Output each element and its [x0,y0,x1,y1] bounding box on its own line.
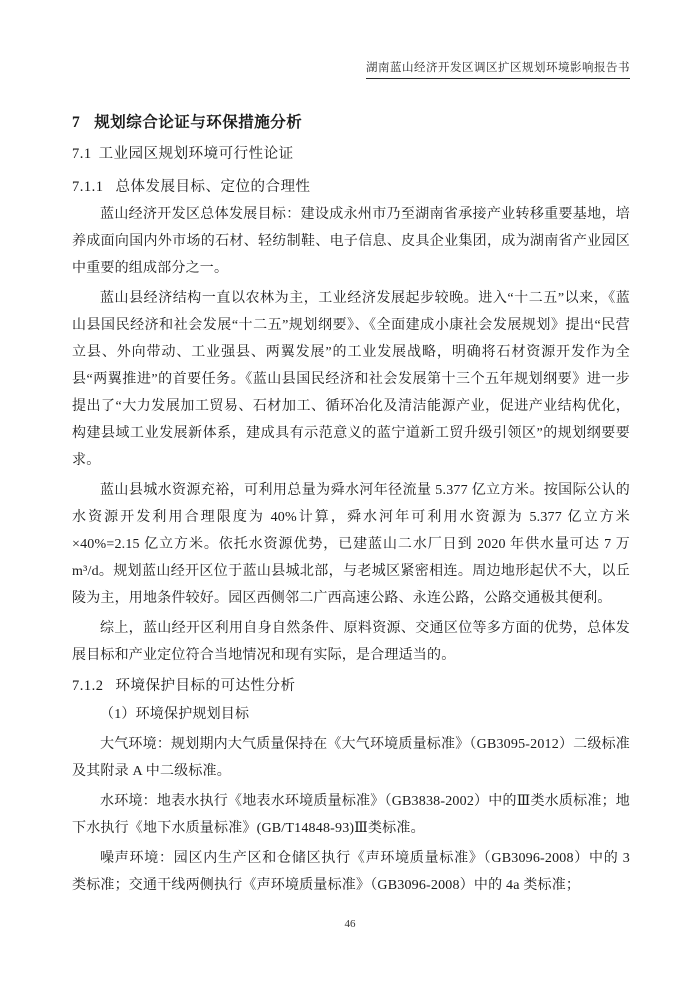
paragraph-air-environment: 大气环境：规划期内大气质量保持在《大气环境质量标准》（GB3095-2012）二级标准及其附录 A 中二级标准。 [72,737,630,779]
heading-subsection-7-1-1-number: 7.1.1 [72,179,104,195]
paragraph-economic-structure: 蓝山县经济结构一直以农林为主，工业经济发展起步较晚。进入“十二五”以来，《蓝山县国民经济和社会发展“十二五”规划纲要》、《全面建成小康社会发展规划》提出“民营立县、外向带动、工业强县、两翼发展”的工业发展战略，明确将石材资源开发作为全县“两翼推进”的首要任务。《蓝山县国民经济和社会发展第十三个五年规划纲要》进一步提出了“大力发展加工贸易、石材加工、循环冶化及清洁能源产业，促进产业结构优化，构建县域工业发展新体系，建成具有示范意义的蓝宁道新工贸升级引领区”的规划纲要要求。 [72,291,630,468]
heading-subsection-7-1-2-number: 7.1.2 [72,678,104,694]
paragraph-water-resources: 蓝山县城水资源充裕，可利用总量为舜水河年径流量 5.377 亿立方米。按国际公认的水资源开发利用合理限度为 40%计算，舜水河年可利用水资源为 5.377 亿立方米×40%=2.15 亿立方米。依托水资源优势，已建蓝山二水厂日到 2020 年供水量可达 7 万m³/d。规划蓝山经开区位于蓝山县城北部，与老城区紧密相连。周边地形起伏不大，以丘陵为主，用地条件较好。园区西侧邻二广西高速公路、永连公路，公路交通极其便利。 [72,483,630,606]
page-header [72,58,630,80]
heading-chapter-7 [72,112,630,134]
page-number: 46 [344,918,356,930]
heading-subsection-7-1-1-title: 总体发展目标、定位的合理性 [115,179,311,195]
paragraph-water-environment: 水环境：地表水执行《地表水环境质量标准》（GB3838-2002）中的Ⅲ类水质标准；地下水执行《地下水质量标准》(GB/T14848-93)Ⅲ类标准。 [72,794,630,836]
paragraph-noise-environment: 噪声环境：园区内生产区和仓储区执行《声环境质量标准》（GB3096-2008）中的 3 类标准；交通干线两侧执行《声环境质量标准》（GB3096-2008）中的 4a 类标准； [72,851,630,893]
page-footer [0,918,700,930]
heading-section-7-1-number: 7.1 [72,146,92,162]
heading-chapter-7-number: 7 [72,114,81,131]
heading-subsection-7-1-2-title: 环境保护目标的可达性分析 [115,678,296,694]
heading-section-7-1-title: 工业园区规划环境可行性论证 [98,146,294,162]
heading-section-7-1 [72,143,630,165]
paragraph-development-goal: 蓝山经济开发区总体发展目标：建设成永州市乃至湖南省承接产业转移重要基地，培养成面向国内外市场的石材、轻纺制鞋、电子信息、皮具企业集团，成为湖南省产业园区中重要的组成部分之一。 [72,207,630,276]
paragraph-conclusion: 综上，蓝山经开区利用自身自然条件、原料资源、交通区位等多方面的优势，总体发展目标和产业定位符合当地情况和现有实际，是合理适当的。 [72,621,630,663]
list-item-env-protection-goal: （1）环境保护规划目标 [100,707,250,722]
report-title: 湖南蓝山经济开发区调区扩区规划环境影响报告书 [366,59,630,79]
heading-chapter-7-title: 规划综合论证与环保措施分析 [94,114,303,131]
heading-subsection-7-1-2 [72,675,630,697]
heading-subsection-7-1-1 [72,176,630,198]
